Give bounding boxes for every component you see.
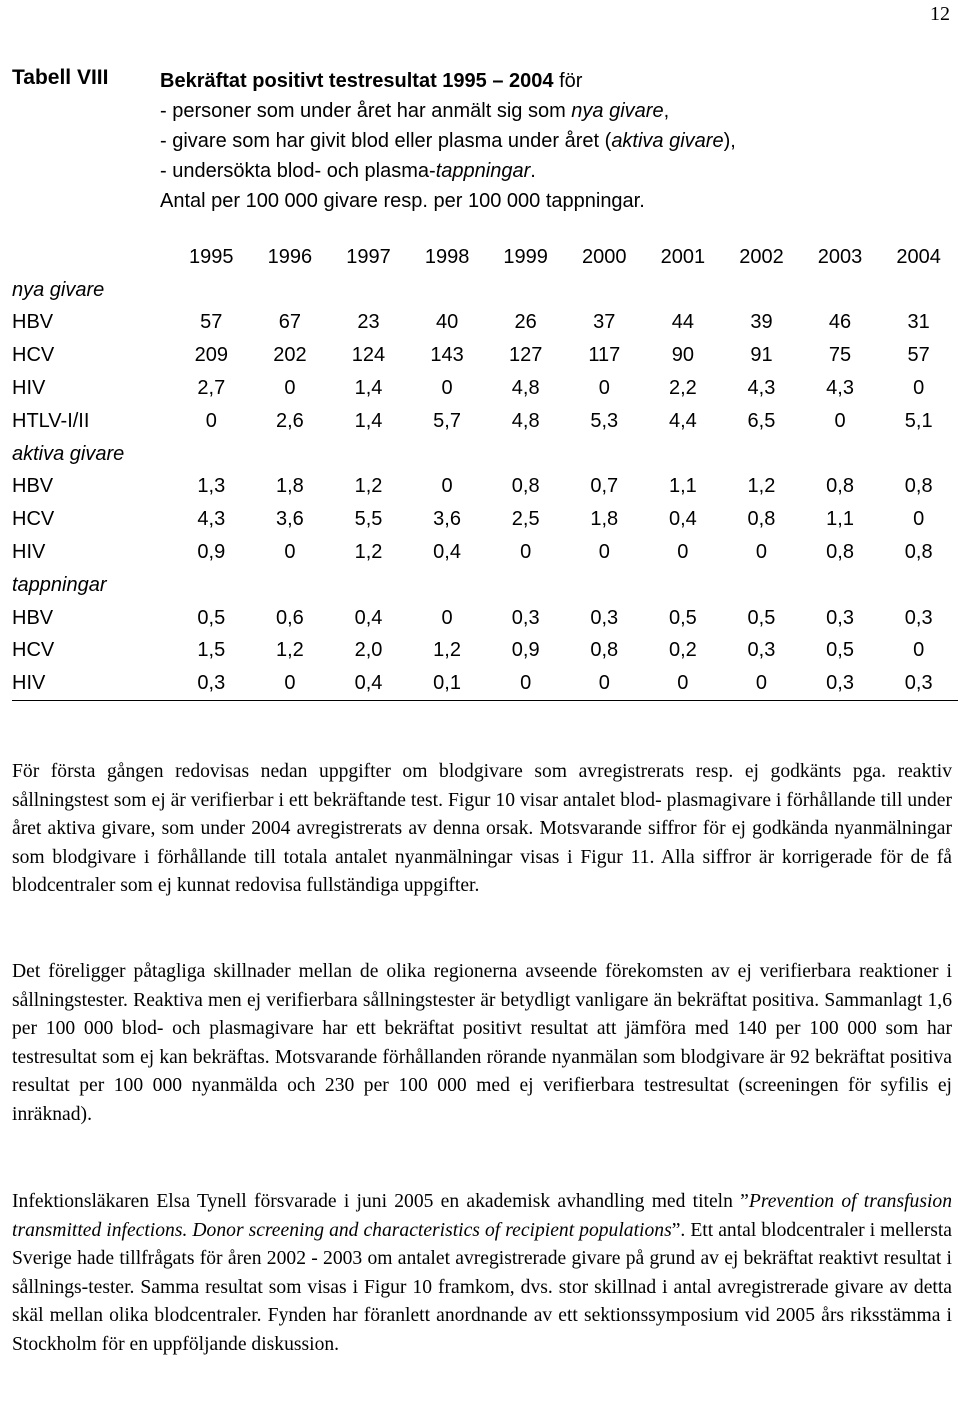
- table-cell: 4,8: [511, 409, 540, 432]
- table-cell: 1,2: [275, 639, 304, 662]
- table-cell: 0: [441, 475, 453, 498]
- table-cell: 57: [907, 344, 930, 367]
- table-cell: 0: [284, 377, 296, 400]
- table-cell: 67: [278, 311, 302, 334]
- table-cell: 0: [520, 541, 532, 564]
- table-cell: 0,3: [904, 606, 933, 629]
- table-cell: 0: [913, 508, 925, 531]
- table-cell: 1,2: [354, 475, 383, 498]
- paragraph-3-text: ”. Ett antal blodcentraler i mellersta Sverige hade tillfrågats för åren 2002 - 2003 om antalet avregistrerade givare på grund av ej bekräftat reaktivt resultat i sållnings-tester. Samma resultat som visas i Figur 10 framkom, dvs. stor skillnad i antal avregistrerade givare av detta skäl mellan olika blodcentraler. Fynden har föranlett anordnande av ett sektionssymposium vid 2005 års riksstämma i Stockholm för en uppföljande diskussion.: [12, 1219, 952, 1355]
- table-cell: 3,6: [433, 508, 461, 531]
- table-cell: 5,5: [354, 508, 383, 531]
- year-header: 1997: [346, 245, 391, 268]
- caption-title-rest: för: [553, 70, 583, 92]
- table-row: [12, 471, 958, 504]
- table-cell: 127: [508, 344, 543, 367]
- table-row: [12, 635, 958, 668]
- row-label: HIV: [12, 541, 46, 564]
- table-cell: 90: [671, 344, 694, 367]
- table-cell: 40: [435, 311, 459, 334]
- table-cell: 4,4: [668, 409, 697, 432]
- table-cell: 0: [722, 667, 801, 700]
- table-cell: 1,5: [197, 639, 226, 662]
- year-header: 2000: [582, 245, 627, 268]
- table-row: [12, 602, 958, 635]
- table-cell: 0: [677, 541, 689, 564]
- caption-item-2: [160, 126, 940, 156]
- table-cell: 124: [351, 344, 386, 367]
- paragraph-3-text: Infektionsläkaren Elsa Tynell försvarade i juni 2005 en akademisk avhandling med titeln ”: [12, 1191, 749, 1212]
- row-label: HIV: [12, 667, 172, 700]
- table-cell: 0: [913, 639, 925, 662]
- year-header: 2004: [896, 245, 941, 268]
- table-cell: 0,8: [904, 541, 933, 564]
- table-cell: 0: [205, 409, 217, 432]
- table-cell: 0: [755, 541, 768, 564]
- table-cell: 143: [430, 344, 464, 367]
- table-cell: 1,2: [747, 475, 776, 498]
- table-cell: 209: [194, 344, 228, 367]
- table-cell: 0,3: [590, 606, 619, 629]
- table-cell: 4,3: [826, 377, 854, 400]
- table-label: Tabell VIII: [12, 66, 109, 89]
- table-cell: 2,5: [511, 508, 540, 531]
- table-cell: 0,5: [826, 639, 854, 662]
- table-cell: 31: [907, 311, 930, 334]
- section-row: [12, 274, 958, 307]
- table-body: [12, 274, 958, 701]
- table-corner: [12, 241, 172, 274]
- table-cell: 0,8: [826, 541, 854, 564]
- table-cell: 0: [284, 541, 296, 564]
- table-cell: 1,2: [354, 541, 383, 564]
- table-cell: 0: [644, 667, 723, 700]
- table-cell: 0,1: [408, 667, 487, 700]
- paragraph-3: [12, 1188, 952, 1360]
- row-label: HIV: [12, 377, 46, 400]
- caption-title: Bekräftat positivt testresultat 1995 – 2004: [160, 70, 554, 92]
- table-cell: 0: [441, 377, 453, 400]
- table-cell: 0: [486, 667, 565, 700]
- table-row: [12, 339, 958, 372]
- table-cell: 0,3: [172, 667, 251, 700]
- table-cell: 23: [357, 311, 380, 334]
- page-number: 12: [930, 3, 950, 25]
- table-row: [12, 372, 958, 405]
- table-cell: 5,3: [590, 409, 619, 432]
- thesis-title: Prevention of transfusion transmitted infections. Donor screening and characteristics of recipient populations: [12, 1191, 952, 1241]
- table-cell: 0,9: [511, 639, 540, 662]
- table-cell: 0,7: [590, 475, 619, 498]
- table-cell: 0: [598, 541, 610, 564]
- table-header-row: [12, 241, 958, 274]
- table-cell: 75: [828, 344, 852, 367]
- table-cell: 0: [598, 377, 610, 400]
- table-cell: 0,3: [801, 667, 880, 700]
- table-cell: 1,4: [354, 409, 383, 432]
- caption-emphasis: nya givare: [571, 100, 664, 122]
- section-row: [12, 438, 958, 471]
- table-cell: 0: [834, 409, 846, 432]
- paragraph-2: Det föreligger påtagliga skillnader mellan de olika regionerna avseende förekomsten av ej verifierbara reaktioner i sållningstester. Reaktiva men ej verifierbara sållningstester är betydligt vanligare än bekräftat positiva. Sammanlagt 1,6 per 100 000 blod- och plasmagivare har ett bekräftat positivt resultat att jämföra med 140 per 100 000 som har testresultat som ej kan bekräftas. Motsvarande förhållanden rörande nyanmälan som blodgivare är 92 bekräftat positiva resultat per 100 000 nyanmälda och 230 per 100 000 med ej verifierbara testresultat (screeningen för syfilis ej inräknad).: [12, 961, 952, 1125]
- table-cell: 57: [200, 311, 223, 334]
- table-cell: 117: [588, 344, 621, 367]
- table-cell: 2,6: [275, 409, 304, 432]
- table-cell: 6,5: [747, 409, 776, 432]
- table-cell: 39: [750, 311, 773, 334]
- table-cell: 0: [913, 377, 925, 400]
- year-header: 1995: [189, 245, 234, 268]
- table-cell: 0,5: [668, 606, 697, 629]
- table-row: [12, 667, 958, 700]
- table-caption: [160, 66, 940, 216]
- year-header: 2001: [660, 245, 706, 268]
- section-row: [12, 569, 958, 602]
- table-cell: 1,1: [826, 508, 854, 531]
- paragraph-1: För första gången redovisas nedan uppgifter om blodgivare som avregistrerats resp. ej godkänts pga. reaktiv sållningstest som ej är verifierbar i ett bekräftande test. Figur 10 visar antalet blod- plasmagivare i förhållande till under året aktiva givare, som under 2004 avregistrerats av denna orsak. Motsvarande siffror för ej godkända nyanmälningar som blodgivare i förhållande till totala antalet nyanmälningar visas i Figur 11. Alla siffror är korrigerade för de få blodcentraler som ej kunnat redovisa fullständiga uppgifter.: [12, 761, 952, 897]
- year-header: 2003: [817, 245, 863, 268]
- table-cell: 0,5: [197, 606, 226, 629]
- table-cell: 0,4: [668, 508, 697, 531]
- table-cell: 1,4: [354, 377, 383, 400]
- table-row: [12, 536, 958, 569]
- row-label: HCV: [12, 344, 55, 367]
- table-cell: 44: [671, 311, 694, 334]
- row-label: HBV: [12, 311, 54, 334]
- table-cell: 0,5: [747, 606, 776, 629]
- row-label: HBV: [12, 606, 54, 629]
- table-cell: 2,7: [197, 377, 226, 400]
- caption-text: .: [530, 160, 536, 182]
- table-cell: 0,6: [275, 606, 304, 629]
- table-cell: 0,3: [511, 606, 540, 629]
- year-header: 1998: [424, 245, 470, 268]
- table-row: [12, 405, 958, 438]
- caption-item-1: [160, 96, 940, 126]
- table-cell: 2,2: [668, 377, 697, 400]
- row-label: HTLV-I/II: [12, 409, 90, 432]
- section-title: tappningar: [12, 573, 107, 596]
- table-cell: 0,2: [668, 639, 697, 662]
- table-row: [12, 307, 958, 340]
- table-cell: 5,1: [904, 409, 933, 432]
- table-cell: 3,6: [275, 508, 304, 531]
- table-cell: 2,0: [354, 639, 383, 662]
- row-label: HBV: [12, 475, 54, 498]
- table-cell: 0,8: [826, 475, 854, 498]
- table-cell: 26: [514, 311, 537, 334]
- caption-item-3: [160, 156, 940, 186]
- table-cell: 0: [441, 606, 453, 629]
- table-cell: 0,4: [329, 667, 408, 700]
- year-header: 2002: [739, 245, 784, 268]
- caption-text: - givare som har givit blod eller plasma under året (: [160, 130, 612, 152]
- table-cell: 91: [750, 344, 773, 367]
- table-cell: 4,8: [511, 377, 540, 400]
- table-cell: 1,8: [590, 508, 619, 531]
- caption-text: - personer som under året har anmält sig som: [160, 100, 572, 122]
- year-header: 1996: [267, 245, 313, 268]
- table-cell: 1,3: [197, 475, 226, 498]
- table-cell: 0: [251, 667, 330, 700]
- table-cell: 4,3: [197, 508, 226, 531]
- year-header: 1999: [503, 245, 548, 268]
- table-cell: 1,1: [668, 475, 697, 498]
- table-cell: 0,8: [904, 475, 933, 498]
- row-label: HCV: [12, 508, 55, 531]
- table-cell: 0,9: [197, 541, 226, 564]
- table-cell: 0,8: [590, 639, 619, 662]
- caption-note: Antal per 100 000 givare resp. per 100 000 tappningar.: [160, 190, 645, 212]
- table-cell: 0,8: [511, 475, 540, 498]
- row-label: HCV: [12, 639, 55, 662]
- table-cell: 0,3: [826, 606, 854, 629]
- table-cell: 202: [273, 344, 307, 367]
- caption-title-line: [160, 66, 940, 96]
- table-cell: 1,2: [433, 639, 461, 662]
- table-cell: 0,4: [354, 606, 383, 629]
- table-cell: 5,7: [433, 409, 461, 432]
- caption-text: - undersökta blod- och plasma-: [160, 160, 436, 182]
- caption-text: ),: [723, 130, 736, 152]
- table-cell: 0,4: [433, 541, 461, 564]
- table-cell: 0,3: [879, 667, 958, 700]
- section-title: nya givare: [12, 278, 105, 301]
- table-cell: 1,8: [275, 475, 304, 498]
- table-cell: 46: [828, 311, 852, 334]
- table-cell: 4,3: [747, 377, 776, 400]
- table-cell: 0,8: [747, 508, 776, 531]
- table-row: [12, 503, 958, 536]
- table-cell: 0,3: [747, 639, 776, 662]
- caption-emphasis: tappningar: [435, 160, 531, 182]
- table-cell: 0: [565, 667, 644, 700]
- caption-emphasis: aktiva givare: [611, 130, 724, 152]
- table-cell: 37: [593, 311, 616, 334]
- caption-text: ,: [663, 100, 670, 122]
- section-title: aktiva givare: [12, 442, 125, 465]
- results-table: [12, 241, 958, 701]
